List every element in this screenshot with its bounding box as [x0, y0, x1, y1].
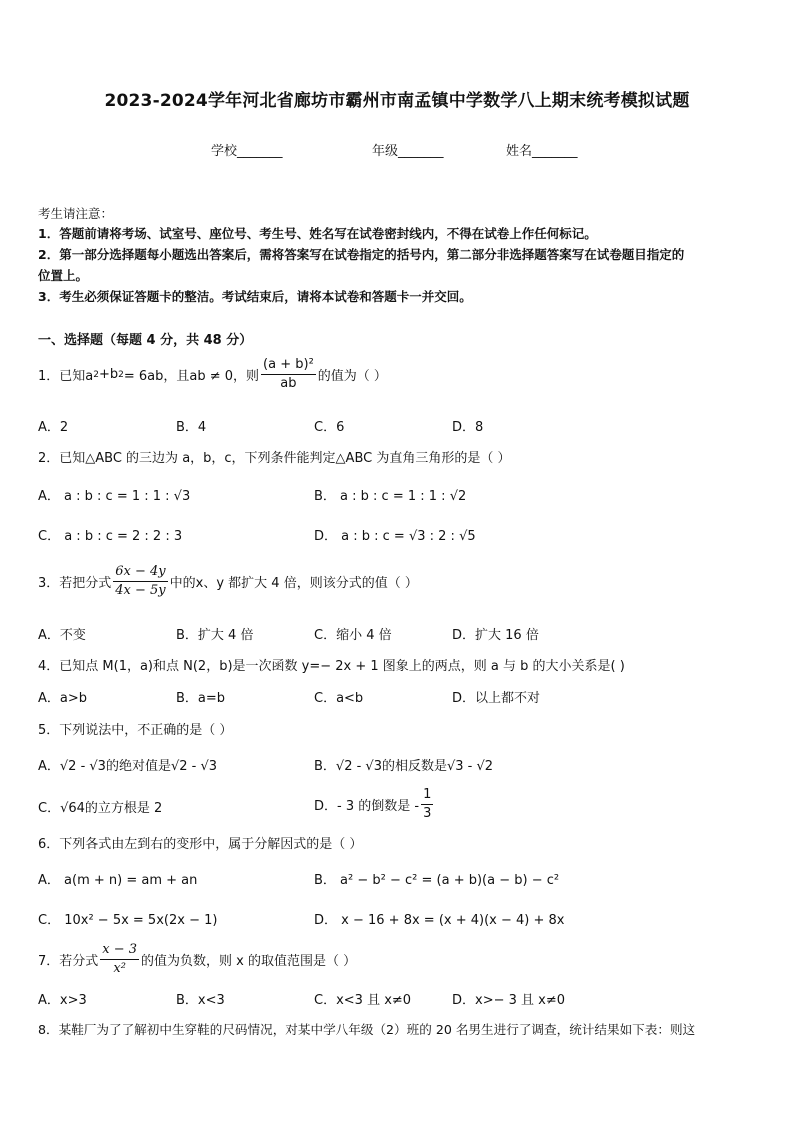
q7-denominator: x²: [113, 961, 126, 976]
q6-option-c[interactable]: C． 10x² − 5x = 5x(2x − 1): [38, 913, 218, 928]
q7-option-a[interactable]: A．x>3: [38, 993, 87, 1008]
q5-option-d-fraction: [421, 787, 433, 822]
q5-d-denominator: 3: [423, 806, 432, 821]
question-1: 1．已知a 2 +b 2 = 6ab，且ab ≠ 0，则 $\frac{\text{(a + b)²}}{ab}$ 的值为（ ）: [38, 357, 387, 391]
q1-numerator: (a + b)²: [261, 357, 316, 375]
page-title: 2023-2024学年河北省廊坊市霸州市南孟镇中学数学八上期末统考模拟试题: [104, 91, 690, 111]
q4-option-d[interactable]: D．以上都不对: [452, 691, 541, 706]
q2-option-c[interactable]: C． a : b : c = 2 : 2 : 3: [38, 529, 183, 544]
q3-option-d[interactable]: D．扩大 16 倍: [452, 628, 539, 643]
q5-option-b[interactable]: B．√2 - √3的相反数是√3 - √2: [314, 759, 494, 774]
grade-field[interactable]: 年级_______: [372, 144, 444, 159]
q1-option-b[interactable]: B．4: [176, 420, 207, 435]
notice-item-1: 1．答题前请将考场、试室号、座位号、考生号、姓名写在试卷密封线内，不得在试卷上作任何标记。: [38, 226, 597, 241]
q1-mid2: = 6ab，且ab ≠ 0，则: [123, 369, 260, 384]
notice-item-3: 3．考生必须保证答题卡的整洁。考试结束后，请将本试卷和答题卡一并交回。: [38, 289, 472, 304]
q7-numerator: x − 3: [100, 942, 139, 960]
question-7: [38, 942, 356, 977]
notice-heading: 考生请注意：: [38, 206, 114, 221]
q5-option-c[interactable]: C．√64的立方根是 2: [38, 801, 163, 816]
q7-option-c[interactable]: C．x<3 且 x≠0: [314, 993, 412, 1008]
q3-post: 中的x、y 都扩大 4 倍，则该分式的值（ ）: [169, 576, 418, 591]
question-6: 6．下列各式由左到右的变形中，属于分解因式的是（ ）: [38, 837, 363, 852]
school-field[interactable]: 学校_______: [211, 144, 283, 159]
q5-d-numerator: 1: [421, 787, 433, 805]
q1-option-a[interactable]: A．2: [38, 420, 69, 435]
q3-numerator: 6x − 4y: [113, 564, 167, 582]
q6-option-b[interactable]: B． a² − b² − c² = (a + b)(a − b) − c²: [314, 873, 560, 888]
q7-pre: 7．若分式: [38, 954, 99, 969]
q2-option-d[interactable]: D． a : b : c = √3 : 2 : √5: [314, 529, 476, 544]
q4-option-c[interactable]: C．a<b: [314, 691, 364, 706]
q3-fraction: [113, 564, 167, 599]
q1-mid: +b: [98, 367, 119, 382]
q5-option-d[interactable]: [314, 787, 435, 822]
q3-option-a[interactable]: A．不变: [38, 628, 86, 643]
q1-fraction: [261, 357, 316, 392]
notice-item-2-cont: 位置上。: [38, 268, 89, 283]
name-field[interactable]: 姓名_______: [506, 144, 578, 159]
q7-option-d[interactable]: D．x>− 3 且 x≠0: [452, 993, 566, 1008]
question-2: 2．已知△ABC 的三边为 a，b，c，下列条件能判定△ABC 为直角三角形的是（ ）: [38, 451, 511, 466]
q5-option-a[interactable]: A．√2 - √3的绝对值是√2 - √3: [38, 759, 218, 774]
q1-denominator: ab: [280, 376, 297, 391]
q7-option-b[interactable]: B．x<3: [176, 993, 225, 1008]
q1-pre: 1．已知a: [38, 369, 94, 384]
q2-option-b[interactable]: B． a : b : c = 1 : 1 : √2: [314, 489, 467, 504]
q5-option-d-text: D．- 3 的倒数是 -: [314, 799, 420, 814]
question-8: 8．某鞋厂为了了解初中生穿鞋的尺码情况，对某中学八年级（2）班的 20 名男生进行了调查，统计结果如下表：则这: [38, 1022, 696, 1037]
section-heading: 一、选择题（每题 4 分，共 48 分）: [38, 333, 253, 348]
question-3: [38, 564, 418, 599]
q2-option-a[interactable]: A． a : b : c = 1 : 1 : √3: [38, 489, 191, 504]
q1-post: 的值为（ ）: [317, 369, 387, 384]
q1-option-c[interactable]: C．6: [314, 420, 345, 435]
q3-denominator: 4x − 5y: [115, 583, 166, 598]
q6-option-d[interactable]: D． x − 16 + 8x = (x + 4)(x − 4) + 8x: [314, 913, 565, 928]
q4-option-b[interactable]: B．a=b: [176, 691, 226, 706]
q7-post: 的值为负数，则 x 的取值范围是（ ）: [141, 954, 357, 969]
q3-option-c[interactable]: C．缩小 4 倍: [314, 628, 392, 643]
q7-fraction: [100, 942, 139, 977]
q6-option-a[interactable]: A． a(m + n) = am + an: [38, 873, 198, 888]
question-5: 5．下列说法中，不正确的是（ ）: [38, 723, 233, 738]
notice-item-2: 2．第一部分选择题每小题选出答案后，需将答案写在试卷指定的括号内，第二部分非选择题答案写在试卷题目指定的: [38, 247, 685, 262]
q3-option-b[interactable]: B．扩大 4 倍: [176, 628, 254, 643]
question-4: 4．已知点 M(1，a)和点 N(2，b)是一次函数 y=− 2x + 1 图象上的两点，则 a 与 b 的大小关系是( ): [38, 659, 625, 674]
q4-option-a[interactable]: A．a>b: [38, 691, 88, 706]
q3-pre: 3．若把分式: [38, 576, 112, 591]
q1-option-d[interactable]: D．8: [452, 420, 484, 435]
